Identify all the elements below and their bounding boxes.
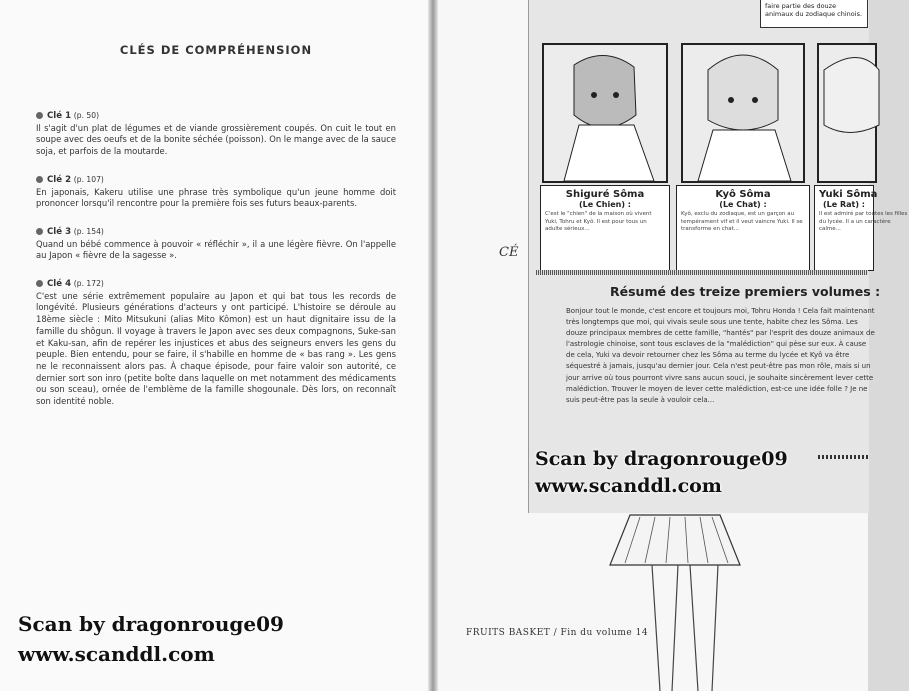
scan-credit-left [18,609,284,669]
character-drawing [819,45,875,181]
clue-text: Il s'agit d'un plat de légumes et de viande grossièrement coupés. On cuit le tout en soupe avec des oeufs et de la bonite séchée (poisson). On le mange avec de la sauce soja, et parfois de la moutarde. [36,122,396,157]
clue-text: C'est une série extrêmement populaire au Japon et qui bat tous les records de longévité. Plusieurs générations d'acteurs y ont participé. L'histoire se déroule au 18ème siècle : Mito Mitsukuni (alias Mito Kômon) est un haut dignitaire issu de la famille du shôgun. Il voyage à travers le Japon avec ses deux compagnons, Suke-san et Kaku-san, afin de repérer les injustices et abus des seigneurs envers les gens du peuple. Bien entendu, pour se faire, il s'habille en homme de « bas rang ». Les gens ne le reconnaissent alors pas. À chaque épisode, pour faire valoir son autorité, ce dernier sort son inro (petite boîte dans laquelle on met notamment des médicaments ou son sceau), ornée de l'emblème de la famille shogounale. Dès lors, on reconnaît son identité noble. [36,290,396,407]
character-animal: (Le Rat) : [823,200,865,209]
character-caption [676,185,810,271]
clue-page-ref: (p. 154) [73,227,104,236]
portrait-yuki [817,43,877,183]
character-caption [540,185,670,271]
dotted-divider [818,455,868,459]
credit-url: www.scanddl.com [18,642,215,666]
scan-credit-right [535,446,788,500]
clue-text: Quand un bébé commence à pouvoir « réfléchir », il a une légère fièvre. On l'appelle au Japon « fièvre de la sagesse ». [36,238,396,261]
portrait-shigure [542,43,668,183]
character-name: Yuki Sôma [819,189,878,200]
credit-line: Scan by dragonrouge09 [18,612,284,636]
clue-4 [36,278,396,408]
character-name: Shiguré Sôma [565,189,645,200]
clue-key: Clé 2 [47,175,72,185]
character-animal: (Le Chat) : [719,200,767,209]
clue-1 [36,110,396,158]
portrait-kyo [681,43,805,183]
clue-2 [36,174,396,210]
book-gutter [428,0,438,691]
bullet-icon [36,228,43,235]
clue-page-ref: (p. 50) [73,111,100,120]
character-drawing [544,45,666,181]
clue-page-ref: (p. 107) [73,175,104,184]
clue-page-ref: (p. 172) [73,279,104,288]
credit-url: www.scanddl.com [535,475,722,497]
page-title: CLÉS DE COMPRÉHENSION [119,43,313,57]
bullet-icon [36,280,43,287]
credit-line: Scan by dragonrouge09 [535,448,788,470]
top-caption-box: faire partie des douze animaux du zodiaque chinois. [760,0,868,28]
character-drawing [683,45,803,181]
clue-key: Clé 3 [47,227,72,237]
divider-rule [536,270,868,275]
side-text-fragment: CÉ [499,245,519,260]
clue-key: Clé 1 [47,111,72,121]
bullet-icon [36,176,43,183]
character-name: Kyô Sôma [715,189,771,200]
character-description: Kyô, exclu du zodiaque, est un garçon au tempérament vif et il veut vaincre Yuki. Il se transforme en chat... [681,211,803,232]
summary-text: Bonjour tout le monde, c'est encore et toujours moi, Tohru Honda ! Cela fait maintenant très longtemps que moi, qui vivais seule sous une tente, habite chez les Sôma. Les douze principaux membres de cette famille, "hantés" par l'esprit des douze animaux de l'astrologie chinoise, sont tous esclaves de la "malédiction" qui pèse sur eux. À cause de cela, Yuki va devoir retourner chez les Sôma au terme du lycée et Kyô va être séquestré à jamais, jusqu'au dernier jour. Cela n'est peut-être pas mon rôle, mais si un jour arrive où tous pourront vivre sans aucun souci, je souhaite sincèrement lever cette malédiction. Trouver le moyen de lever cette malédiction, est-ce une idée folle ? Je ne suis peut-être pas la seule à vouloir cela... [566,307,875,404]
manga-illustration-skirt [600,505,750,691]
character-description: Il est admiré par toutes les filles du lycée. Il a un caractère calme... [819,211,908,232]
page-footer: FRUITS BASKET / Fin du volume 14 [466,628,649,638]
summary-title: Résumé des treize premiers volumes : [610,284,881,299]
clue-key: Clé 4 [47,279,72,289]
character-description: C'est le "chien" de la maison où vivent Yuki, Tohru et Kyô. Il est pour tous un adulte sérieux... [545,211,652,232]
clue-3 [36,226,396,262]
clue-text: En japonais, Kakeru utilise une phrase très symbolique qu'un jeune homme doit prononcer lorsqu'il rencontre pour la première fois ses futurs beaux-parents. [36,186,396,209]
character-animal: (Le Chien) : [578,200,632,209]
bullet-icon [36,112,43,119]
character-caption [814,185,908,271]
